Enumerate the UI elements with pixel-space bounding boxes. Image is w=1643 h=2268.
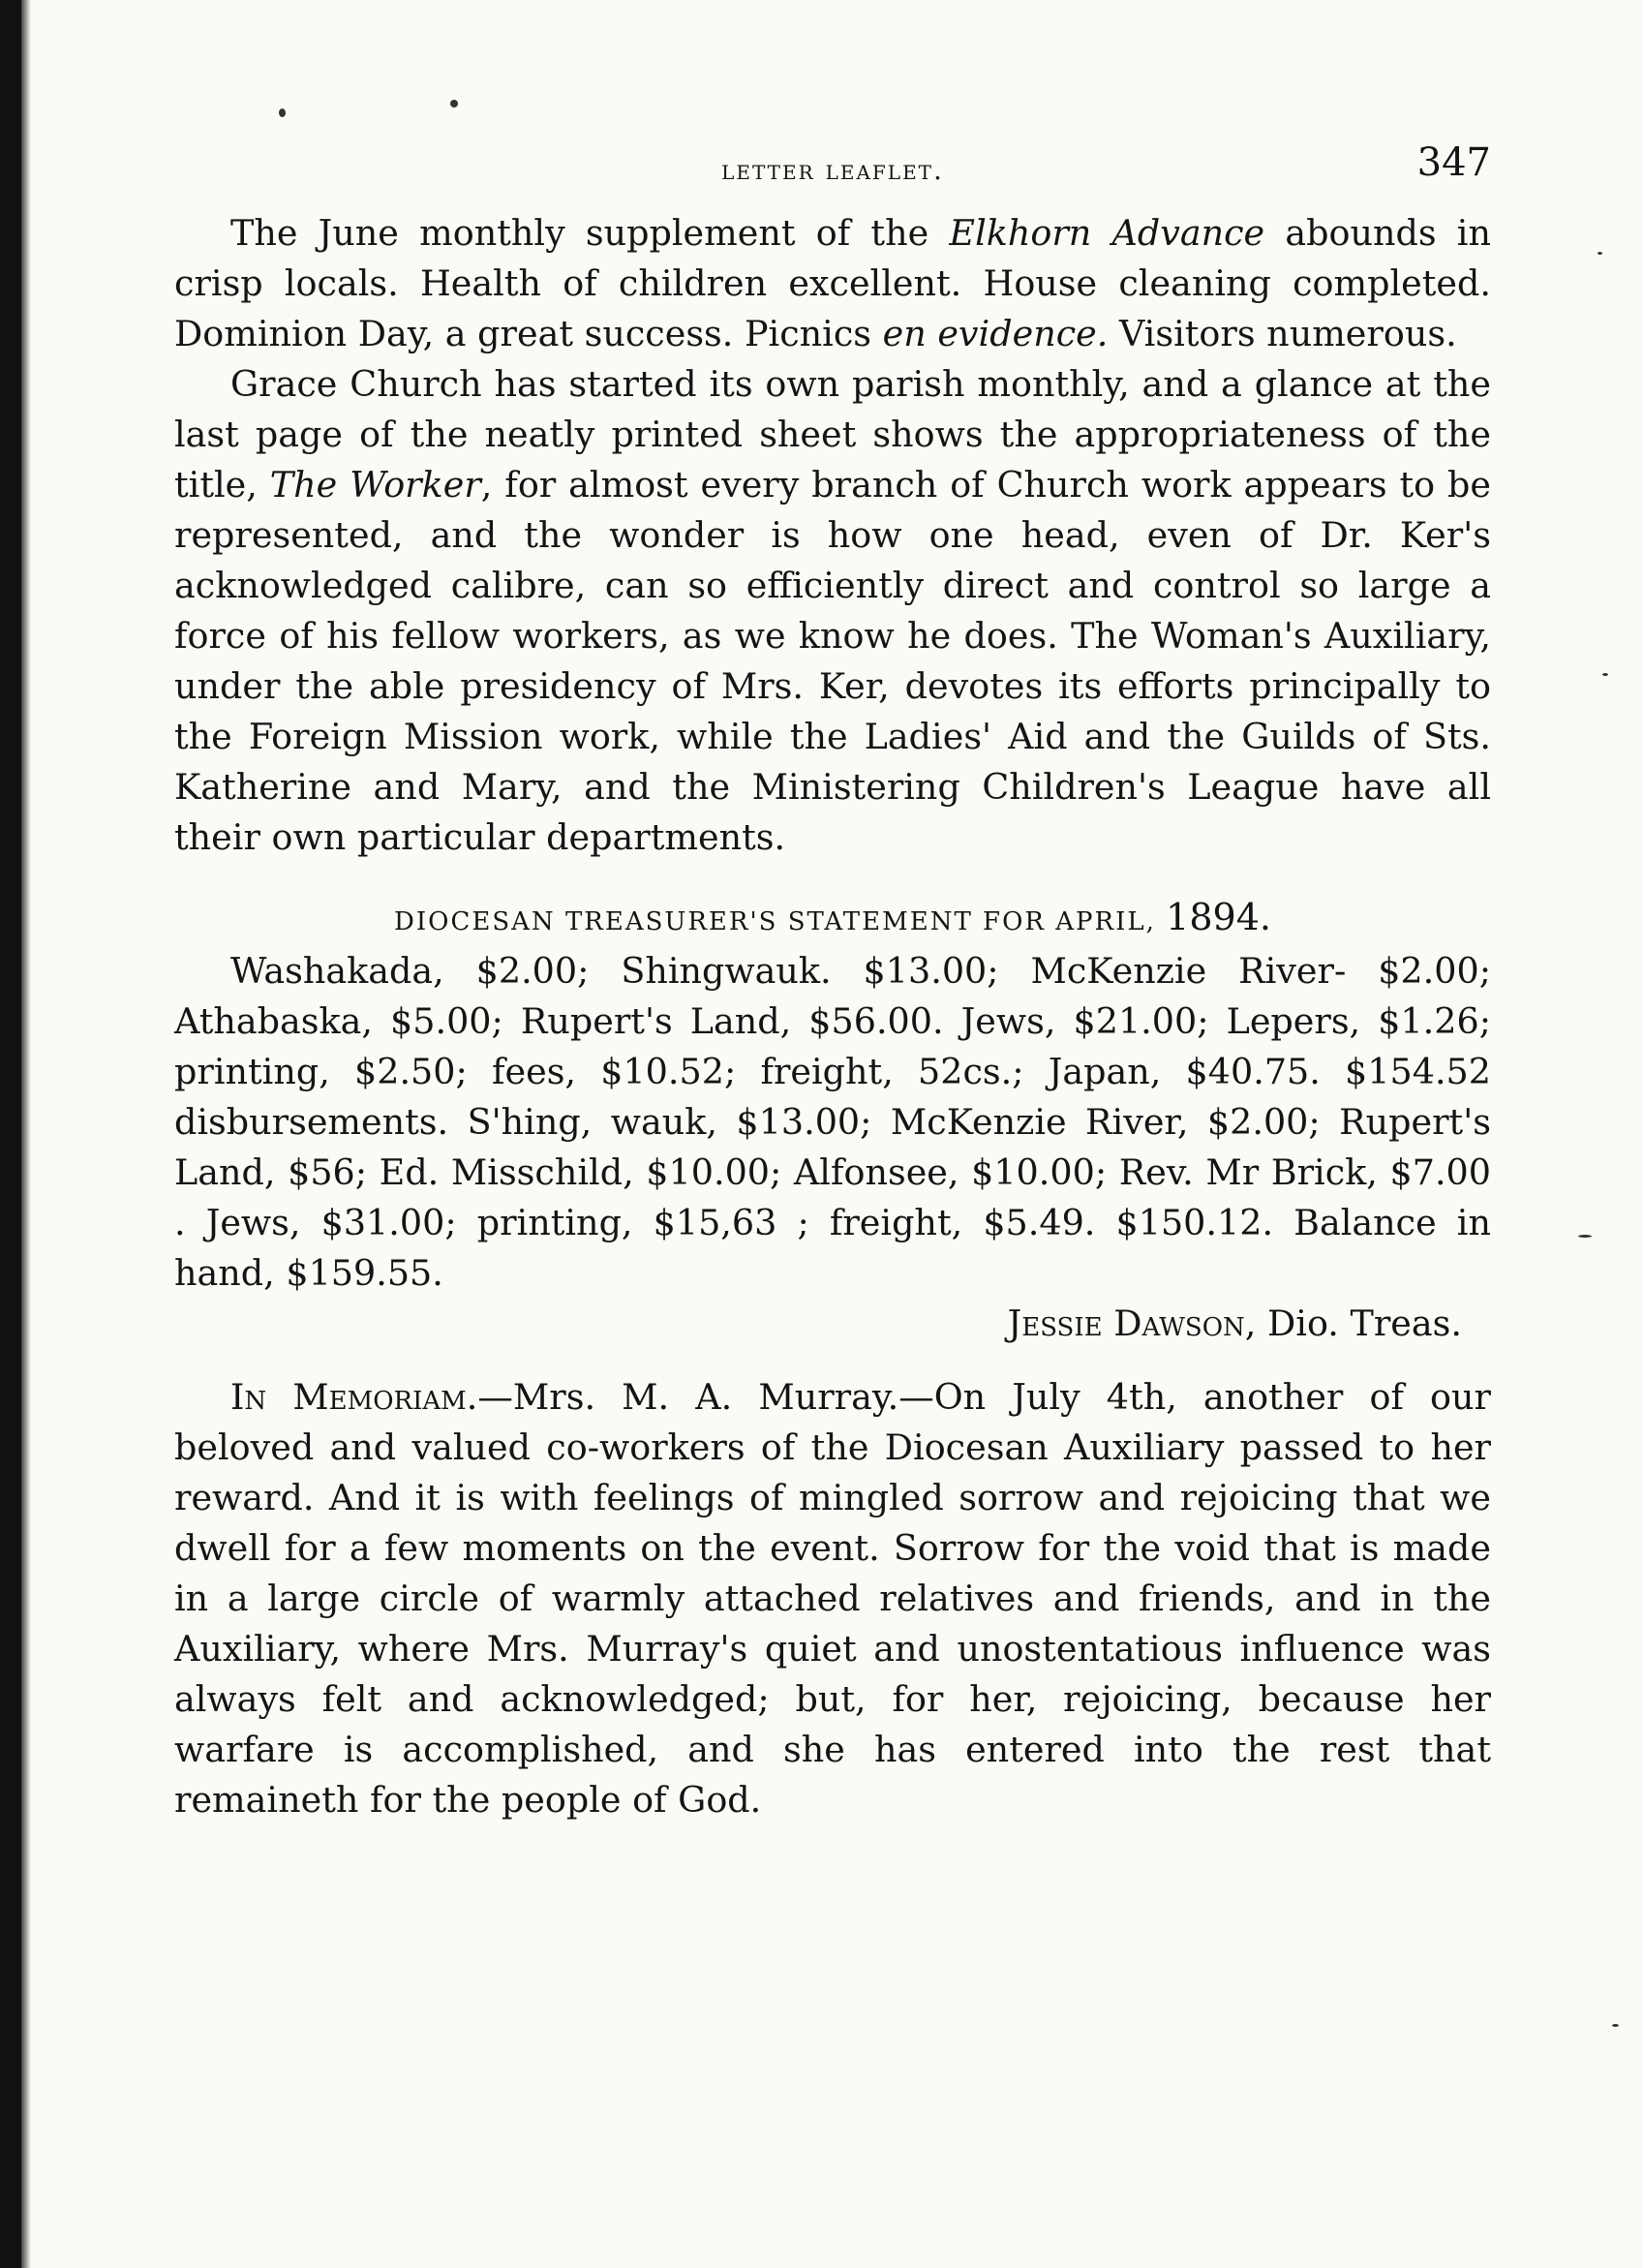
scan-speck	[450, 100, 458, 107]
treasurer-signature	[174, 1299, 1491, 1349]
heading-year: 1894.	[1166, 896, 1271, 938]
in-memoriam-paragraph	[174, 1372, 1491, 1825]
running-head	[174, 140, 1491, 208]
italic-run: The Worker	[269, 464, 481, 506]
text-run: , for almost every branch of Church work appears to be represented, and the wonder is how one head, even of Dr. Ker's acknowledged calibre, can so efficiently direct and control so large a force of his fellow workers, as we know he does. The Woman's Auxiliary, under the able presidency of Mrs. Ker, devotes its efforts principally to the Foreign Mission work, while the Ladies' Aid and the Guilds of Sts. Katherine and Mary, and the Ministering Children's League have all their own particular departments.	[174, 464, 1491, 858]
scan-speck	[1578, 1235, 1592, 1238]
signature-title: Dio. Treas.	[1267, 1303, 1462, 1344]
heading-text: DIOCESAN TREASURER'S STATEMENT FOR APRIL,	[394, 907, 1156, 936]
memoriam-body: —Mrs. M. A. Murray.—On July 4th, another of our beloved and valued co-workers of the Diocesan Auxiliary passed to her reward. And it is with feelings of mingled sorrow and rejoicing that we dwell for a few moments on the event. Sorrow for the void that is made in a large circle of warmly attached relatives and friends, and in the Auxiliary, where Mrs. Murray's quiet and unostentatious influence was always felt and acknowledged; but, for her, rejoicing, because her warfare is accomplished, and she has entered into the rest that remaineth for the people of God.	[174, 1376, 1491, 1821]
page-binding-edge	[0, 0, 21, 2268]
paragraph-elkhorn-advance	[174, 208, 1491, 359]
memoriam-lead: In Memoriam.	[230, 1376, 478, 1418]
scan-speck	[1597, 252, 1602, 255]
italic-run: Elkhorn Advance	[949, 212, 1265, 254]
text-run: abounds in crisp locals. Health of children excellent. House cleaning completed. Dominion Day, a great success. Picnics	[174, 212, 1491, 354]
scan-speck	[279, 108, 286, 117]
text-run: Visitors numerous.	[1108, 313, 1457, 354]
paragraph-grace-church	[174, 359, 1491, 863]
scan-speck	[1602, 673, 1608, 676]
text-run: The June monthly supplement of the	[230, 212, 950, 254]
scan-speck	[1612, 2024, 1619, 2027]
treasurer-statement-heading	[174, 896, 1491, 938]
text-run: Grace Church has started its own parish monthly, and a glance at the last page of the neatly printed sheet shows the appropriateness of the title,	[174, 363, 1491, 506]
running-title: letter leaflet.	[721, 154, 944, 186]
italic-run: en evidence.	[882, 313, 1109, 354]
document-page	[174, 140, 1491, 1825]
treasurer-statement-body: Washakada, $2.00; Shingwauk. $13.00; McKenzie River- $2.00; Athabaska, $5.00; Rupert's Land, $56.00. Jews, $21.00; Lepers, $1.26; printing, $2.50; fees, $10.52; freight, 52cs.; Japan, $40.75. $154.52 disbursements. S'hing, wauk, $13.00; McKenzie River, $2.00; Rupert's Land, $56; Ed. Misschild, $10.00; Alfonsee, $10.00; Rev. Mr Brick, $7.00 . Jews, $31.00; printing, $15,63 ; freight, $5.49. $150.12. Balance in hand, $159.55.	[174, 950, 1491, 1294]
signature-name: Jessie Dawson,	[1007, 1303, 1257, 1344]
page-number: 347	[1416, 140, 1491, 185]
